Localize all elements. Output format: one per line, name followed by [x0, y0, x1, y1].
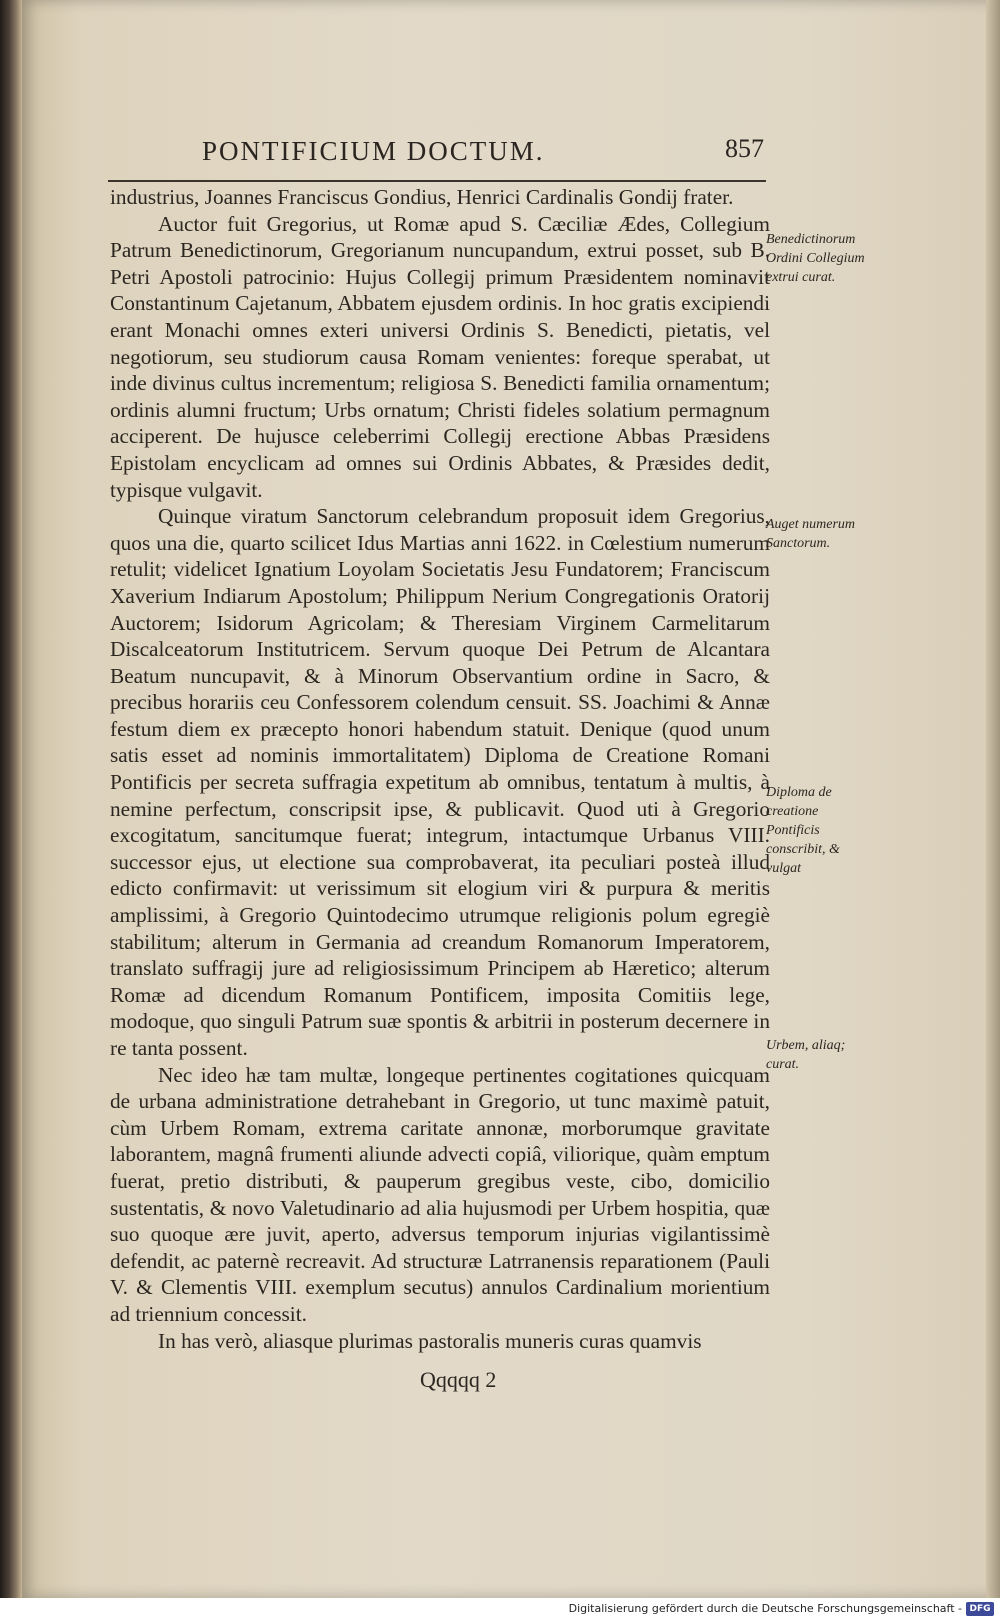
footer-bar [0, 1598, 1000, 1622]
header-rule [108, 180, 766, 182]
book-spine [0, 0, 22, 1598]
running-title: PONTIFICIUM DOCTUM. [202, 136, 545, 166]
footer-credit: Digitalisierung gefördert durch die Deutsche Forschungsgemeinschaft - [568, 1602, 962, 1615]
signature-mark: Qqqqq 2 [420, 1367, 497, 1392]
margin-note-3: Diploma de creatione Pontificis conscribit, & vulgat [766, 785, 840, 876]
page-number: 857 [725, 134, 764, 163]
margin-note-2: Auget numerum Sanctorum. [766, 517, 856, 551]
paragraph-2: Auctor fuit Gregorius, ut Romæ apud S. Cæciliæ Ædes, Collegium Patrum Benedictinorum, Gregorianum nuncupandum, extrui posset, sub B. Petri Apostoli patrocinio: Hujus Collegij primum Præsidentem nominavit Constantinum Cajetanum, Abbatem ejusdem ordinis. In hoc gratis excipiendi erant Monachi omnes exteri universi Ordinis S. Benedicti, pietatis, vel negotiorum, seu studiorum causa Romam venientes: foreque sperabat, ut inde divinus cultus incrementum; religiosa S. Benedicti familia ornamentum; ordinis alumni fructum; Urbs ornatum; Christi fideles solatium permagnum acciperent. De hujusce celeberrimi Collegij erectione Abbas Præsidens Epistolam encyclicam ad omnes sui Ordinis Abbates, & Præsides dedit, typisque vulgavit. [110, 211, 770, 502]
page-header [182, 130, 772, 176]
dfg-logo-icon: DFG [966, 1602, 994, 1616]
margin-note-4: Urbem, aliaq; curat. [766, 1038, 846, 1072]
paragraph-4: Nec ideo hæ tam multæ, longeque pertinentes cogitationes quicquam de urbana administratione detrahebant in Gregorio, ut tunc maximè patuit, cùm Urbem Romam, extrema caritate annonæ, morborumque gravitate laborantem, magnâ frumenti aliunde advecti copiâ, viliorique, quàm emptum fuerat, pretio distributi, & pauperum gregibus veste, cibo, domicilio sustentatis, & novo Valetudinario ad alia hujusmodi per Urbem hospitia, quæ suo quoque ære juvit, aperto, adversus temporum injurias vigilantissimè defendit, ac paternè recreavit. Ad structuræ Latrranensis reparationem (Pauli V. & Clementis VIII. exemplum secutus) annulos Cardinalium morientium ad triennium concessit. [110, 1062, 770, 1326]
paragraph-3: Quinque viratum Sanctorum celebrandum proposuit idem Gregorius, quos una die, quarto scilicet Idus Martias anni 1622. in Cœlestium numerum retulit; videlicet Ignatium Loyolam Societatis Jesu Fundatorem; Franciscum Xaverium Indiarum Apostolum; Philippum Nerium Congregationis Oratorij Auctorem; Isidorum Agricolam; & Theresiam Virginem Carmelitarum Discalceatorum Institutricem. Servum quoque Dei Petrum de Alcantara Beatum nuncupavit, & à Minorum Observantium ordine in Sacro, & precibus horariis ceu Confessorem colendum censuit. SS. Joachimi & Annæ festum diem ex præcepto honori habendum statuit. Denique (quod unum satis esset ad nominis immortalitatem) Diploma de Creatione Romani Pontificis per secreta suffragia expetitum ab omnibus, tentatum à multis, à nemine perfectum, conscripsit ipse, & publicavit. Quod uti à Gregorio excogitatum, sancitumque fuerat; integrum, intactumque Urbanus VIII. successor ejus, ut electione sua comprobaverat, ita peculiari posteà illud edicto confirmavit: ut verissimum sit elogium viri & purpura & meritis amplissimi, à Gregorio Quintodecimo utrumque religionis polum egregiè stabilitum; alterum in Germania ad creandum Romanorum Imperatorem, translato suffragij jure ad religiosissimum Principem ab Hæretico; alterum Romæ ad dicendum Romanum Pontificem, imposita Comitiis lege, modoque, quo singuli Patrum suæ spontis & arbitrii in posterum decernere in re tanta possent. [110, 504, 770, 1060]
paragraph-5: In has verò, aliasque plurimas pastoralis muneris curas quamvis [158, 1328, 702, 1353]
paragraph-1: industrius, Joannes Franciscus Gondius, Henrici Cardinalis Gondij frater. [110, 185, 734, 209]
page-edge [986, 0, 1000, 1598]
margin-note-1: Benedictinorum Ordini Collegium extrui curat. [766, 232, 865, 285]
main-text [110, 184, 770, 1354]
